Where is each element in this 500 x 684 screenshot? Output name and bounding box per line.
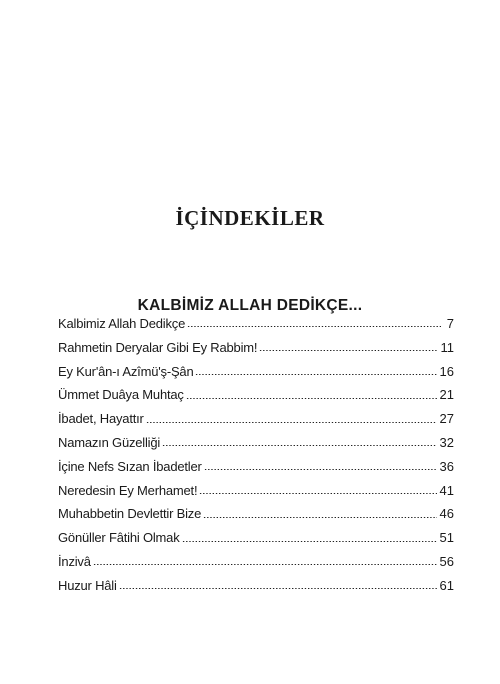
toc-item-label: Huzur Hâli xyxy=(58,577,117,593)
table-of-contents xyxy=(58,312,454,598)
toc-item-page: 36 xyxy=(439,458,454,474)
toc-item-label: İnzivâ xyxy=(58,553,91,569)
dot-leader xyxy=(195,374,436,375)
toc-item-label: Rahmetin Deryalar Gibi Ey Rabbim! xyxy=(58,339,258,355)
dot-leader xyxy=(146,422,437,423)
dot-leader xyxy=(187,326,441,327)
dot-leader xyxy=(119,588,437,589)
toc-item xyxy=(58,502,454,526)
toc-item-page: 11 xyxy=(440,339,454,355)
toc-item xyxy=(58,312,454,336)
dot-leader xyxy=(93,564,437,565)
toc-item-label: İbadet, Hayattır xyxy=(58,411,144,427)
toc-item-page: 61 xyxy=(439,577,454,593)
toc-item xyxy=(58,407,454,431)
toc-item-label: Neredesin Ey Merhamet! xyxy=(58,482,198,498)
toc-item xyxy=(58,336,454,360)
toc-item xyxy=(58,574,454,598)
dot-leader xyxy=(203,517,436,518)
dot-leader xyxy=(186,398,437,399)
toc-item-page: 16 xyxy=(439,363,454,379)
toc-item xyxy=(58,526,454,550)
dot-leader xyxy=(204,469,437,470)
toc-item-label: Ey Kur'ân-ı Azîmü'ş-Şân xyxy=(58,363,194,379)
toc-item xyxy=(58,479,454,503)
toc-item-label: Gönüller Fâtihi Olmak xyxy=(58,530,180,546)
toc-item-page: 7 xyxy=(446,316,454,331)
dot-leader xyxy=(162,445,436,446)
toc-item-page: 41 xyxy=(439,482,454,498)
toc-item-page: 32 xyxy=(439,434,454,450)
page-title: İÇİNDEKİLER xyxy=(175,206,325,231)
toc-item xyxy=(58,550,454,574)
toc-item-label: Namazın Güzelliği xyxy=(58,434,161,450)
dot-leader xyxy=(259,350,437,351)
toc-item-label: Muhabbetin Devlettir Bize xyxy=(58,506,202,522)
toc-item xyxy=(58,383,454,407)
toc-item xyxy=(58,455,454,479)
toc-item-label: Ümmet Duâya Muhtaç xyxy=(58,387,184,403)
toc-item-page: 21 xyxy=(439,387,454,403)
section-title: KALBİMİZ ALLAH DEDİKÇE... xyxy=(137,296,363,314)
toc-item-label: İçine Nefs Sızan İbadetler xyxy=(58,458,202,474)
dot-leader xyxy=(182,541,437,542)
toc-item xyxy=(58,360,454,384)
toc-item xyxy=(58,431,454,455)
dot-leader xyxy=(199,493,436,494)
toc-item-page: 51 xyxy=(439,530,454,546)
toc-item-page: 56 xyxy=(439,553,454,569)
toc-item-page: 46 xyxy=(439,506,454,522)
toc-item-label: Kalbimiz Allah Dedikçe xyxy=(58,316,186,331)
toc-item-page: 27 xyxy=(439,411,454,427)
